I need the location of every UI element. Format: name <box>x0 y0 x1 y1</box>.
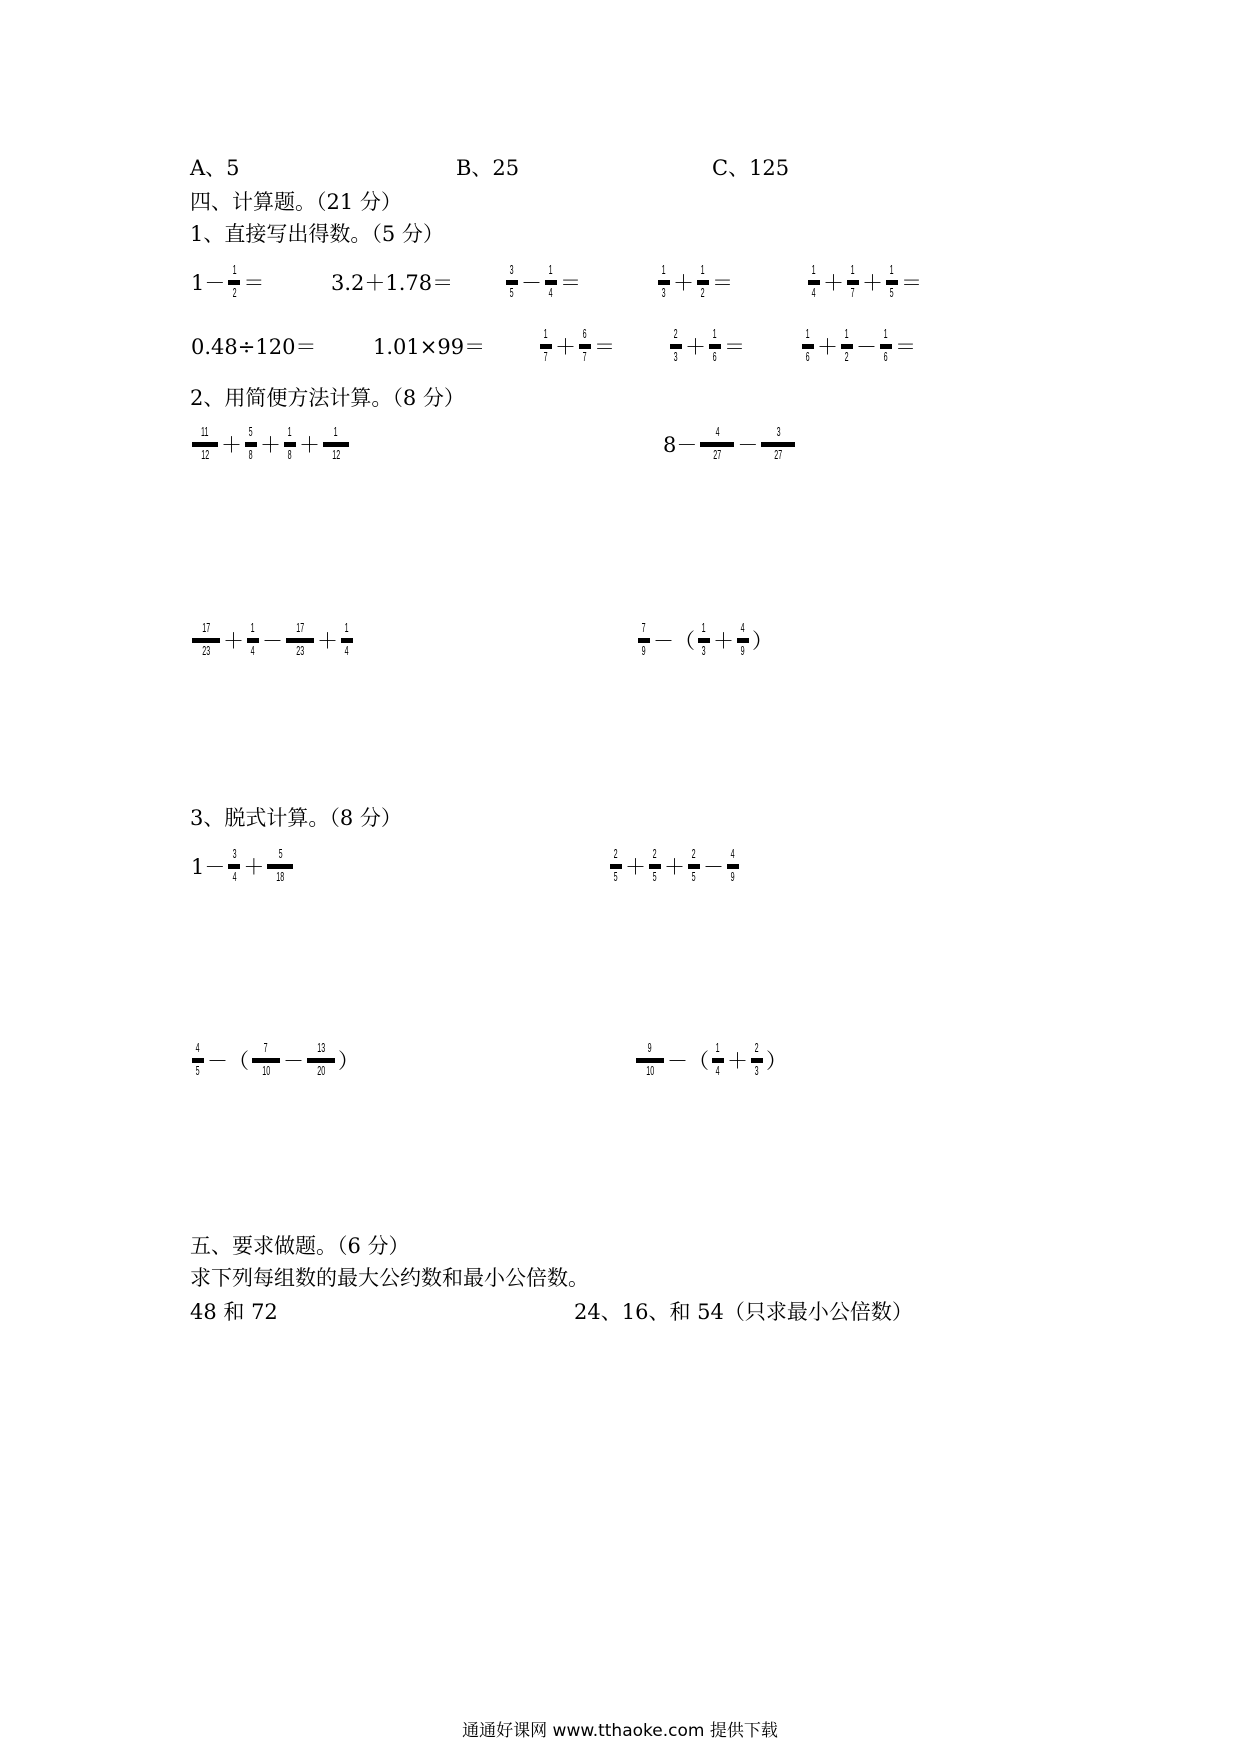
numerator: 1 <box>232 261 237 277</box>
numerator: 2 <box>653 845 657 861</box>
text: ＝ <box>594 335 615 359</box>
numerator: 1 <box>544 325 548 341</box>
denominator: 20 <box>317 1062 325 1078</box>
fraction <box>284 424 296 465</box>
text: ＝ <box>895 335 916 359</box>
fraction <box>712 1040 724 1081</box>
denominator: 10 <box>262 1062 270 1078</box>
numerator: 3 <box>510 261 514 277</box>
denominator: 9 <box>642 642 646 658</box>
fraction <box>709 326 721 367</box>
numerator: 5 <box>249 423 253 439</box>
fraction <box>636 1040 664 1081</box>
q1-r2-e2 <box>372 316 486 376</box>
q2-a <box>190 414 351 474</box>
q1-r1-e3 <box>504 252 582 312</box>
numerator: 2 <box>692 845 696 861</box>
fraction <box>802 326 814 367</box>
denominator: 3 <box>755 1062 759 1078</box>
fraction <box>192 424 218 465</box>
q1-r2-e4 <box>668 316 746 376</box>
denominator: 2 <box>232 284 237 300</box>
q2-title: 2、用简便方法计算。（8 分） <box>190 386 465 410</box>
operator: － <box>262 629 283 653</box>
denominator: 7 <box>583 348 587 364</box>
option-a: A、5 <box>190 156 240 180</box>
fraction <box>737 620 749 661</box>
group-2: 24、16、和 54（只求最小公倍数） <box>574 1300 913 1324</box>
section5-instruction: 求下列每组数的最大公约数和最小公倍数。 <box>190 1266 589 1290</box>
fraction <box>886 262 898 303</box>
denominator: 5 <box>614 868 618 884</box>
operator: － <box>703 855 724 879</box>
fraction <box>670 326 682 367</box>
fraction <box>638 620 650 661</box>
numerator: 4 <box>715 423 720 439</box>
numerator: 1 <box>702 619 706 635</box>
q2-b <box>662 414 797 474</box>
numerator: 17 <box>202 619 210 635</box>
operator: － <box>283 1049 304 1073</box>
operator: －（ <box>653 629 695 653</box>
fraction <box>323 424 349 465</box>
group-1: 48 和 72 <box>190 1300 278 1324</box>
fraction <box>727 846 739 887</box>
text: ＝ <box>243 271 265 295</box>
denominator: 5 <box>196 1062 200 1078</box>
numerator: 1 <box>701 261 705 277</box>
fraction <box>579 326 591 367</box>
fraction <box>286 620 314 661</box>
denominator: 4 <box>251 642 255 658</box>
fraction <box>698 620 710 661</box>
text: ＝ <box>560 271 581 295</box>
denominator: 8 <box>288 446 292 462</box>
q2-d <box>636 610 774 670</box>
text: ） <box>766 1049 787 1073</box>
denominator: 6 <box>713 348 717 364</box>
fraction <box>267 846 293 887</box>
denominator: 6 <box>884 348 888 364</box>
operator: － <box>737 433 759 457</box>
fraction <box>697 262 709 303</box>
numerator: 6 <box>583 325 587 341</box>
operator: ＋ <box>299 433 320 457</box>
fraction <box>808 262 820 303</box>
denominator: 4 <box>345 642 349 658</box>
operator: ＋ <box>727 1049 748 1073</box>
numerator: 3 <box>776 423 781 439</box>
denominator: 3 <box>702 642 706 658</box>
denominator: 5 <box>653 868 657 884</box>
fraction <box>545 262 557 303</box>
q3-c <box>190 1030 360 1090</box>
denominator: 5 <box>890 284 894 300</box>
text: ＝ <box>712 271 733 295</box>
numerator: 1 <box>345 619 349 635</box>
text: 3.2＋1.78＝ <box>331 271 454 295</box>
denominator: 8 <box>249 446 253 462</box>
text: ＝ <box>901 271 922 295</box>
section5-title: 五、要求做题。（6 分） <box>190 1234 410 1258</box>
fraction <box>649 846 661 887</box>
operator: ＋ <box>625 855 646 879</box>
operator: ＋ <box>685 335 706 359</box>
numerator: 9 <box>648 1039 652 1055</box>
q1-r2-e1 <box>190 316 317 376</box>
numerator: 1 <box>890 261 894 277</box>
q1-r1-e1 <box>190 252 265 312</box>
text: 1.01×99＝ <box>373 335 486 359</box>
numerator: 17 <box>296 619 304 635</box>
numerator: 2 <box>755 1039 759 1055</box>
denominator: 3 <box>674 348 678 364</box>
fraction <box>847 262 859 303</box>
text: 0.48÷120＝ <box>191 335 317 359</box>
denominator: 2 <box>701 284 705 300</box>
footer: 通通好课网 www.tthaoke.com 提供下载 <box>462 1721 778 1741</box>
numerator: 2 <box>614 845 618 861</box>
option-c: C、125 <box>712 156 790 180</box>
numerator: 1 <box>851 261 855 277</box>
fraction <box>610 846 622 887</box>
denominator: 4 <box>232 868 237 884</box>
numerator: 3 <box>232 845 237 861</box>
q1-r1-e5 <box>806 252 923 312</box>
operator: －（ <box>207 1049 249 1073</box>
operator: ＋ <box>221 433 242 457</box>
text: ＝ <box>724 335 745 359</box>
text: 8－ <box>663 433 698 457</box>
numerator: 1 <box>334 423 338 439</box>
q1-r1-e4 <box>656 252 734 312</box>
option-b: B、25 <box>456 156 520 180</box>
operator: － <box>521 271 542 295</box>
numerator: 4 <box>731 845 735 861</box>
fraction <box>307 1040 335 1081</box>
numerator: 4 <box>741 619 745 635</box>
operator: － <box>856 335 877 359</box>
q1-r2-e3 <box>538 316 616 376</box>
denominator: 18 <box>276 868 285 884</box>
denominator: 7 <box>544 348 548 364</box>
denominator: 9 <box>741 642 745 658</box>
section4-title: 四、计算题。（21 分） <box>190 190 402 214</box>
q3-a <box>190 836 295 896</box>
fraction <box>658 262 670 303</box>
numerator: 7 <box>642 619 646 635</box>
text: ） <box>752 629 773 653</box>
denominator: 27 <box>713 446 722 462</box>
q1-r1-e2 <box>330 252 454 312</box>
fraction <box>880 326 892 367</box>
numerator: 7 <box>264 1039 268 1055</box>
numerator: 1 <box>845 325 849 341</box>
denominator: 10 <box>646 1062 654 1078</box>
denominator: 12 <box>332 446 340 462</box>
fraction <box>228 846 240 887</box>
denominator: 2 <box>845 348 849 364</box>
operator: ＋ <box>817 335 838 359</box>
q3-b <box>608 836 741 896</box>
denominator: 9 <box>731 868 735 884</box>
numerator: 1 <box>713 325 717 341</box>
operator: ＋ <box>260 433 281 457</box>
fraction <box>700 424 734 465</box>
fraction <box>228 262 240 303</box>
denominator: 6 <box>806 348 810 364</box>
text: 1－ <box>191 271 226 295</box>
operator: ＋ <box>713 629 734 653</box>
operator: ＋ <box>673 271 694 295</box>
fraction <box>540 326 552 367</box>
fraction <box>841 326 853 367</box>
denominator: 23 <box>202 642 210 658</box>
q3-title: 3、脱式计算。（8 分） <box>190 806 402 830</box>
fraction <box>506 262 518 303</box>
numerator: 1 <box>716 1039 720 1055</box>
numerator: 2 <box>674 325 678 341</box>
numerator: 1 <box>549 261 553 277</box>
fraction <box>341 620 353 661</box>
denominator: 7 <box>851 284 855 300</box>
denominator: 5 <box>510 284 514 300</box>
numerator: 1 <box>812 261 816 277</box>
text: 1－ <box>191 855 226 879</box>
denominator: 27 <box>774 446 783 462</box>
operator: ＋ <box>223 629 244 653</box>
numerator: 11 <box>201 423 209 439</box>
operator: ＋ <box>823 271 844 295</box>
q2-c <box>190 610 355 670</box>
fraction <box>192 1040 204 1081</box>
fraction <box>247 620 259 661</box>
text: ） <box>338 1049 359 1073</box>
operator: ＋ <box>317 629 338 653</box>
numerator: 4 <box>196 1039 200 1055</box>
denominator: 4 <box>549 284 553 300</box>
fraction <box>761 424 795 465</box>
operator: ＋ <box>862 271 883 295</box>
fraction <box>688 846 700 887</box>
denominator: 4 <box>812 284 816 300</box>
operator: ＋ <box>555 335 576 359</box>
operator: ＋ <box>243 855 265 879</box>
operator: ＋ <box>664 855 685 879</box>
denominator: 4 <box>716 1062 720 1078</box>
fraction <box>751 1040 763 1081</box>
fraction <box>192 620 220 661</box>
numerator: 13 <box>317 1039 325 1055</box>
numerator: 1 <box>251 619 255 635</box>
numerator: 1 <box>884 325 888 341</box>
numerator: 1 <box>806 325 810 341</box>
numerator: 5 <box>278 845 283 861</box>
denominator: 23 <box>296 642 304 658</box>
denominator: 12 <box>201 446 209 462</box>
fraction <box>245 424 257 465</box>
numerator: 1 <box>288 423 292 439</box>
operator: －（ <box>667 1049 709 1073</box>
numerator: 1 <box>662 261 666 277</box>
denominator: 3 <box>662 284 666 300</box>
q1-title: 1、直接写出得数。（5 分） <box>190 222 444 246</box>
denominator: 5 <box>692 868 696 884</box>
fraction <box>252 1040 280 1081</box>
q1-r2-e5 <box>800 316 917 376</box>
q3-d <box>634 1030 788 1090</box>
